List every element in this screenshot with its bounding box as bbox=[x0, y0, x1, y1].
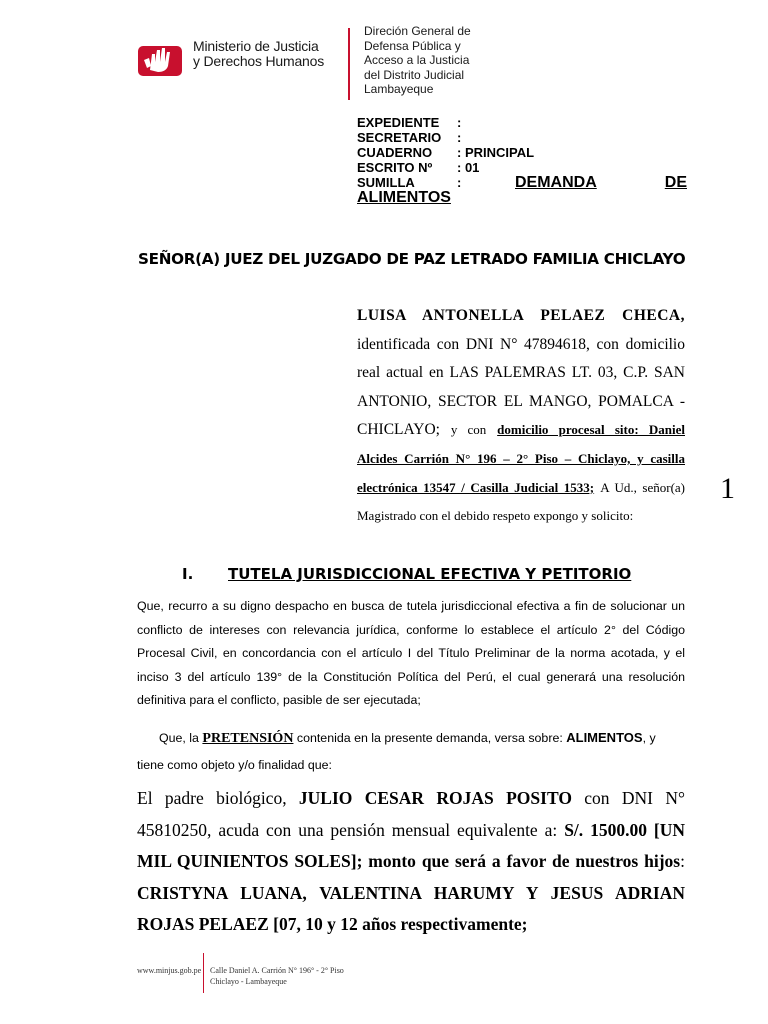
expediente-label: EXPEDIENTE bbox=[357, 115, 440, 130]
direction-block bbox=[364, 24, 471, 97]
court-addressee: SEÑOR(A) JUEZ DEL JUZGADO DE PAZ LETRADO FAMILIA CHICLAYO bbox=[138, 250, 686, 268]
case-data bbox=[357, 115, 687, 205]
page-number: 1 bbox=[720, 472, 735, 505]
expediente-row bbox=[357, 115, 687, 130]
para2-text-c: , y tiene como objeto y/o finalidad que: bbox=[137, 731, 656, 772]
cuaderno-label: CUADERNO bbox=[357, 145, 433, 160]
para2-text-a: Que, la bbox=[159, 731, 199, 745]
sumilla-word-3: ALIMENTOS bbox=[357, 189, 451, 206]
sumilla-word-1: DEMANDA bbox=[515, 174, 597, 191]
para2-text-b: contenida en la presente demanda, versa sobre: bbox=[296, 731, 563, 745]
sumilla-row bbox=[357, 175, 687, 190]
paragraph-father bbox=[137, 783, 685, 941]
para3-text-c: acuda con una pensión mensual equivalente a: bbox=[218, 819, 558, 840]
sumilla-label: SUMILLA bbox=[357, 175, 415, 190]
logo-divider bbox=[348, 28, 350, 100]
paragraph-pretension bbox=[137, 725, 685, 778]
para3-text-a: El padre biológico, bbox=[137, 788, 287, 808]
escrito-label: ESCRITO Nº bbox=[357, 160, 433, 175]
ministry-line-2: y Derechos Humanos bbox=[193, 53, 325, 69]
ministry-name bbox=[193, 39, 324, 69]
party-block bbox=[357, 302, 685, 531]
section-heading bbox=[138, 565, 631, 583]
sumilla-colon: : bbox=[457, 175, 462, 190]
father-name: JULIO CESAR ROJAS POSITO bbox=[298, 788, 572, 808]
footer-divider bbox=[203, 953, 204, 993]
secretario-label: SECRETARIO bbox=[357, 130, 442, 145]
footer-address-line-1: Calle Daniel A. Carrión N° 196° - 2° Piso bbox=[210, 966, 344, 975]
sumilla-word-3-row bbox=[357, 190, 687, 205]
direction-line: Defensa Pública y bbox=[364, 38, 461, 53]
secretario-row bbox=[357, 130, 687, 145]
direction-line: Acceso a la Justicia bbox=[364, 53, 470, 67]
expediente-value: : bbox=[457, 115, 462, 130]
footer-address-line-2: Chiclayo - Lambayeque bbox=[210, 977, 287, 986]
escrito-row bbox=[357, 160, 687, 175]
party-text-3: A Ud., señor(a) Magistrado con el debido respeto expongo y solicito: bbox=[357, 479, 686, 524]
footer-address bbox=[210, 965, 344, 987]
alimentos-term: ALIMENTOS bbox=[566, 730, 643, 745]
party-text-2: y con bbox=[450, 422, 487, 438]
para3-text-b: con DNI N° 45810250, bbox=[137, 788, 685, 840]
ministry-line-1: Ministerio de Justicia bbox=[193, 38, 319, 54]
procesal-address: domicilio procesal sito: Daniel Alcides Carrión N° 196 – 2° Piso – Chiclayo, y casilla electrónica 13547 / Casilla Judicial 1533; bbox=[357, 422, 685, 495]
pretension-term: PRETENSIÓN bbox=[202, 731, 294, 746]
para3-text-d: : bbox=[680, 851, 685, 871]
direction-line: Direción General de bbox=[364, 24, 471, 38]
cuaderno-row bbox=[357, 145, 687, 160]
section-title: TUTELA JURISDICCIONAL EFECTIVA Y PETITORIO bbox=[228, 565, 632, 583]
footer-website: www.minjus.gob.pe bbox=[137, 966, 202, 975]
direction-line: del Distrito Judicial bbox=[364, 67, 465, 82]
party-name: LUISA ANTONELLA PELAEZ CHECA, bbox=[357, 307, 685, 324]
sumilla-word-2: DE bbox=[664, 174, 687, 191]
pension-amount: S/. 1500.00 [UN MIL QUINIENTOS SOLES]; monto que será a favor de nuestros hijos bbox=[137, 819, 686, 871]
children-names: CRISTYNA LUANA, VALENTINA HARUMY Y JESUS ADRIAN ROJAS PELAEZ [07, 10 y 12 años respectivamente; bbox=[137, 882, 685, 934]
party-text-1: identificada con DNI N° 47894618, con domicilio real actual en LAS PALEMRAS LT. 03, C.P. SAN ANTONIO, SECTOR EL MANGO, POMALCA - CHICLAYO; bbox=[357, 335, 685, 439]
section-number: I. bbox=[182, 565, 194, 583]
escrito-value: : 01 bbox=[457, 160, 480, 175]
secretario-value: : bbox=[457, 130, 462, 145]
cuaderno-value: : PRINCIPAL bbox=[457, 145, 535, 160]
paragraph-tutela: Que, recurro a su digno despacho en busca de tutela jurisdiccional efectiva a fin de solucionar un conflicto de intereses con relevancia jurídica, conforme lo establece el artículo 2° del Código Procesal Civil, en concordancia con el artículo I del Título Preliminar de la norma acotada, y el inciso 3 del artículo 139° de la Constitución Política del Perú, el cual generará una resolución definitiva para el conflicto, pasible de ser ejecutada; bbox=[137, 599, 685, 707]
ministry-hand-logo bbox=[138, 40, 184, 76]
direction-line: Lambayeque bbox=[364, 82, 434, 96]
